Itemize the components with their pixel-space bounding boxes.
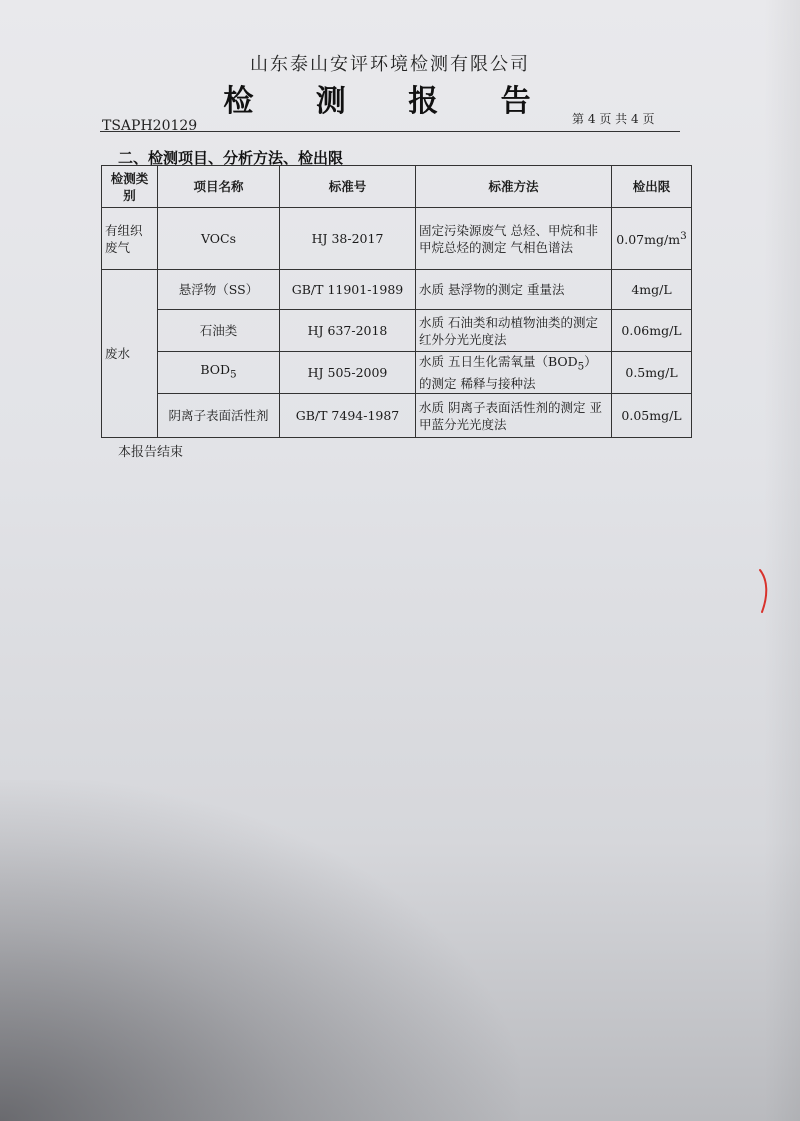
method-cell: 水质 阴离子表面活性剂的测定 亚甲蓝分光光度法 (416, 394, 612, 438)
limit-cell: 4mg/L (612, 270, 692, 310)
section-title: 二、检测项目、分析方法、检出限 (118, 149, 344, 167)
item-main: BOD (200, 362, 231, 378)
method-cell: 水质 石油类和动植物油类的测定 红外分光光度法 (416, 310, 612, 352)
page-separator: 页 共 (599, 112, 628, 126)
page-total: 4 (630, 112, 639, 126)
limit-cell (612, 208, 692, 270)
method-cell (416, 352, 612, 394)
methods-table (101, 165, 692, 438)
standard-cell: GB/T 11901-1989 (280, 270, 416, 310)
report-title: 检 测 报 告 (223, 84, 557, 119)
limit-cell: 0.05mg/L (612, 394, 692, 438)
method-cell: 水质 悬浮物的测定 重量法 (416, 270, 612, 310)
item-cell (158, 352, 280, 394)
column-header: 检测类别 (102, 166, 158, 208)
column-header: 项目名称 (158, 166, 280, 208)
column-header: 检出限 (612, 166, 692, 208)
standard-cell: HJ 38-2017 (280, 208, 416, 270)
method-cell: 固定污染源废气 总烃、甲烷和非甲烷总烃的测定 气相色谱法 (416, 208, 612, 270)
category-cell: 废水 (102, 270, 158, 438)
item-cell: 阴离子表面活性剂 (158, 394, 280, 438)
end-of-report-note: 本报告结束 (118, 445, 184, 460)
header-divider (100, 131, 680, 132)
limit-cell: 0.06mg/L (612, 310, 692, 352)
standard-cell: HJ 637-2018 (280, 310, 416, 352)
method-part-a: 水质 五日生化需氧量（BOD (419, 353, 578, 369)
limit-cell: 0.5mg/L (612, 352, 692, 394)
method-part-b: ）的测定 稀释与接种法 (419, 353, 597, 392)
method-subscript: 5 (577, 360, 585, 373)
item-cell: 石油类 (158, 310, 280, 352)
table-row (102, 208, 692, 270)
category-cell: 有组织废气 (102, 208, 158, 270)
table-row (102, 270, 692, 310)
column-header: 标准方法 (416, 166, 612, 208)
standard-cell: GB/T 7494-1987 (280, 394, 416, 438)
standard-cell: HJ 505-2009 (280, 352, 416, 394)
table-row (102, 352, 692, 394)
company-name: 山东泰山安评环境检测有限公司 (250, 54, 530, 75)
item-subscript: 5 (230, 368, 237, 381)
limit-value: 0.07mg/m (616, 232, 681, 248)
table-row (102, 394, 692, 438)
page-prefix: 第 (572, 112, 585, 126)
page-current: 4 (587, 112, 596, 126)
column-header: 标准号 (280, 166, 416, 208)
table-row (102, 310, 692, 352)
paper-edge-shading (764, 0, 800, 1121)
table-header-row (102, 166, 692, 208)
item-cell: VOCs (158, 208, 280, 270)
red-ink-mark (754, 566, 774, 616)
photo-shadow (0, 780, 520, 1121)
page-suffix: 页 (642, 112, 655, 126)
item-cell: 悬浮物（SS） (158, 270, 280, 310)
limit-superscript: 3 (680, 230, 687, 243)
report-number: TSAPH20129 (102, 118, 198, 134)
page-indicator (572, 110, 654, 127)
